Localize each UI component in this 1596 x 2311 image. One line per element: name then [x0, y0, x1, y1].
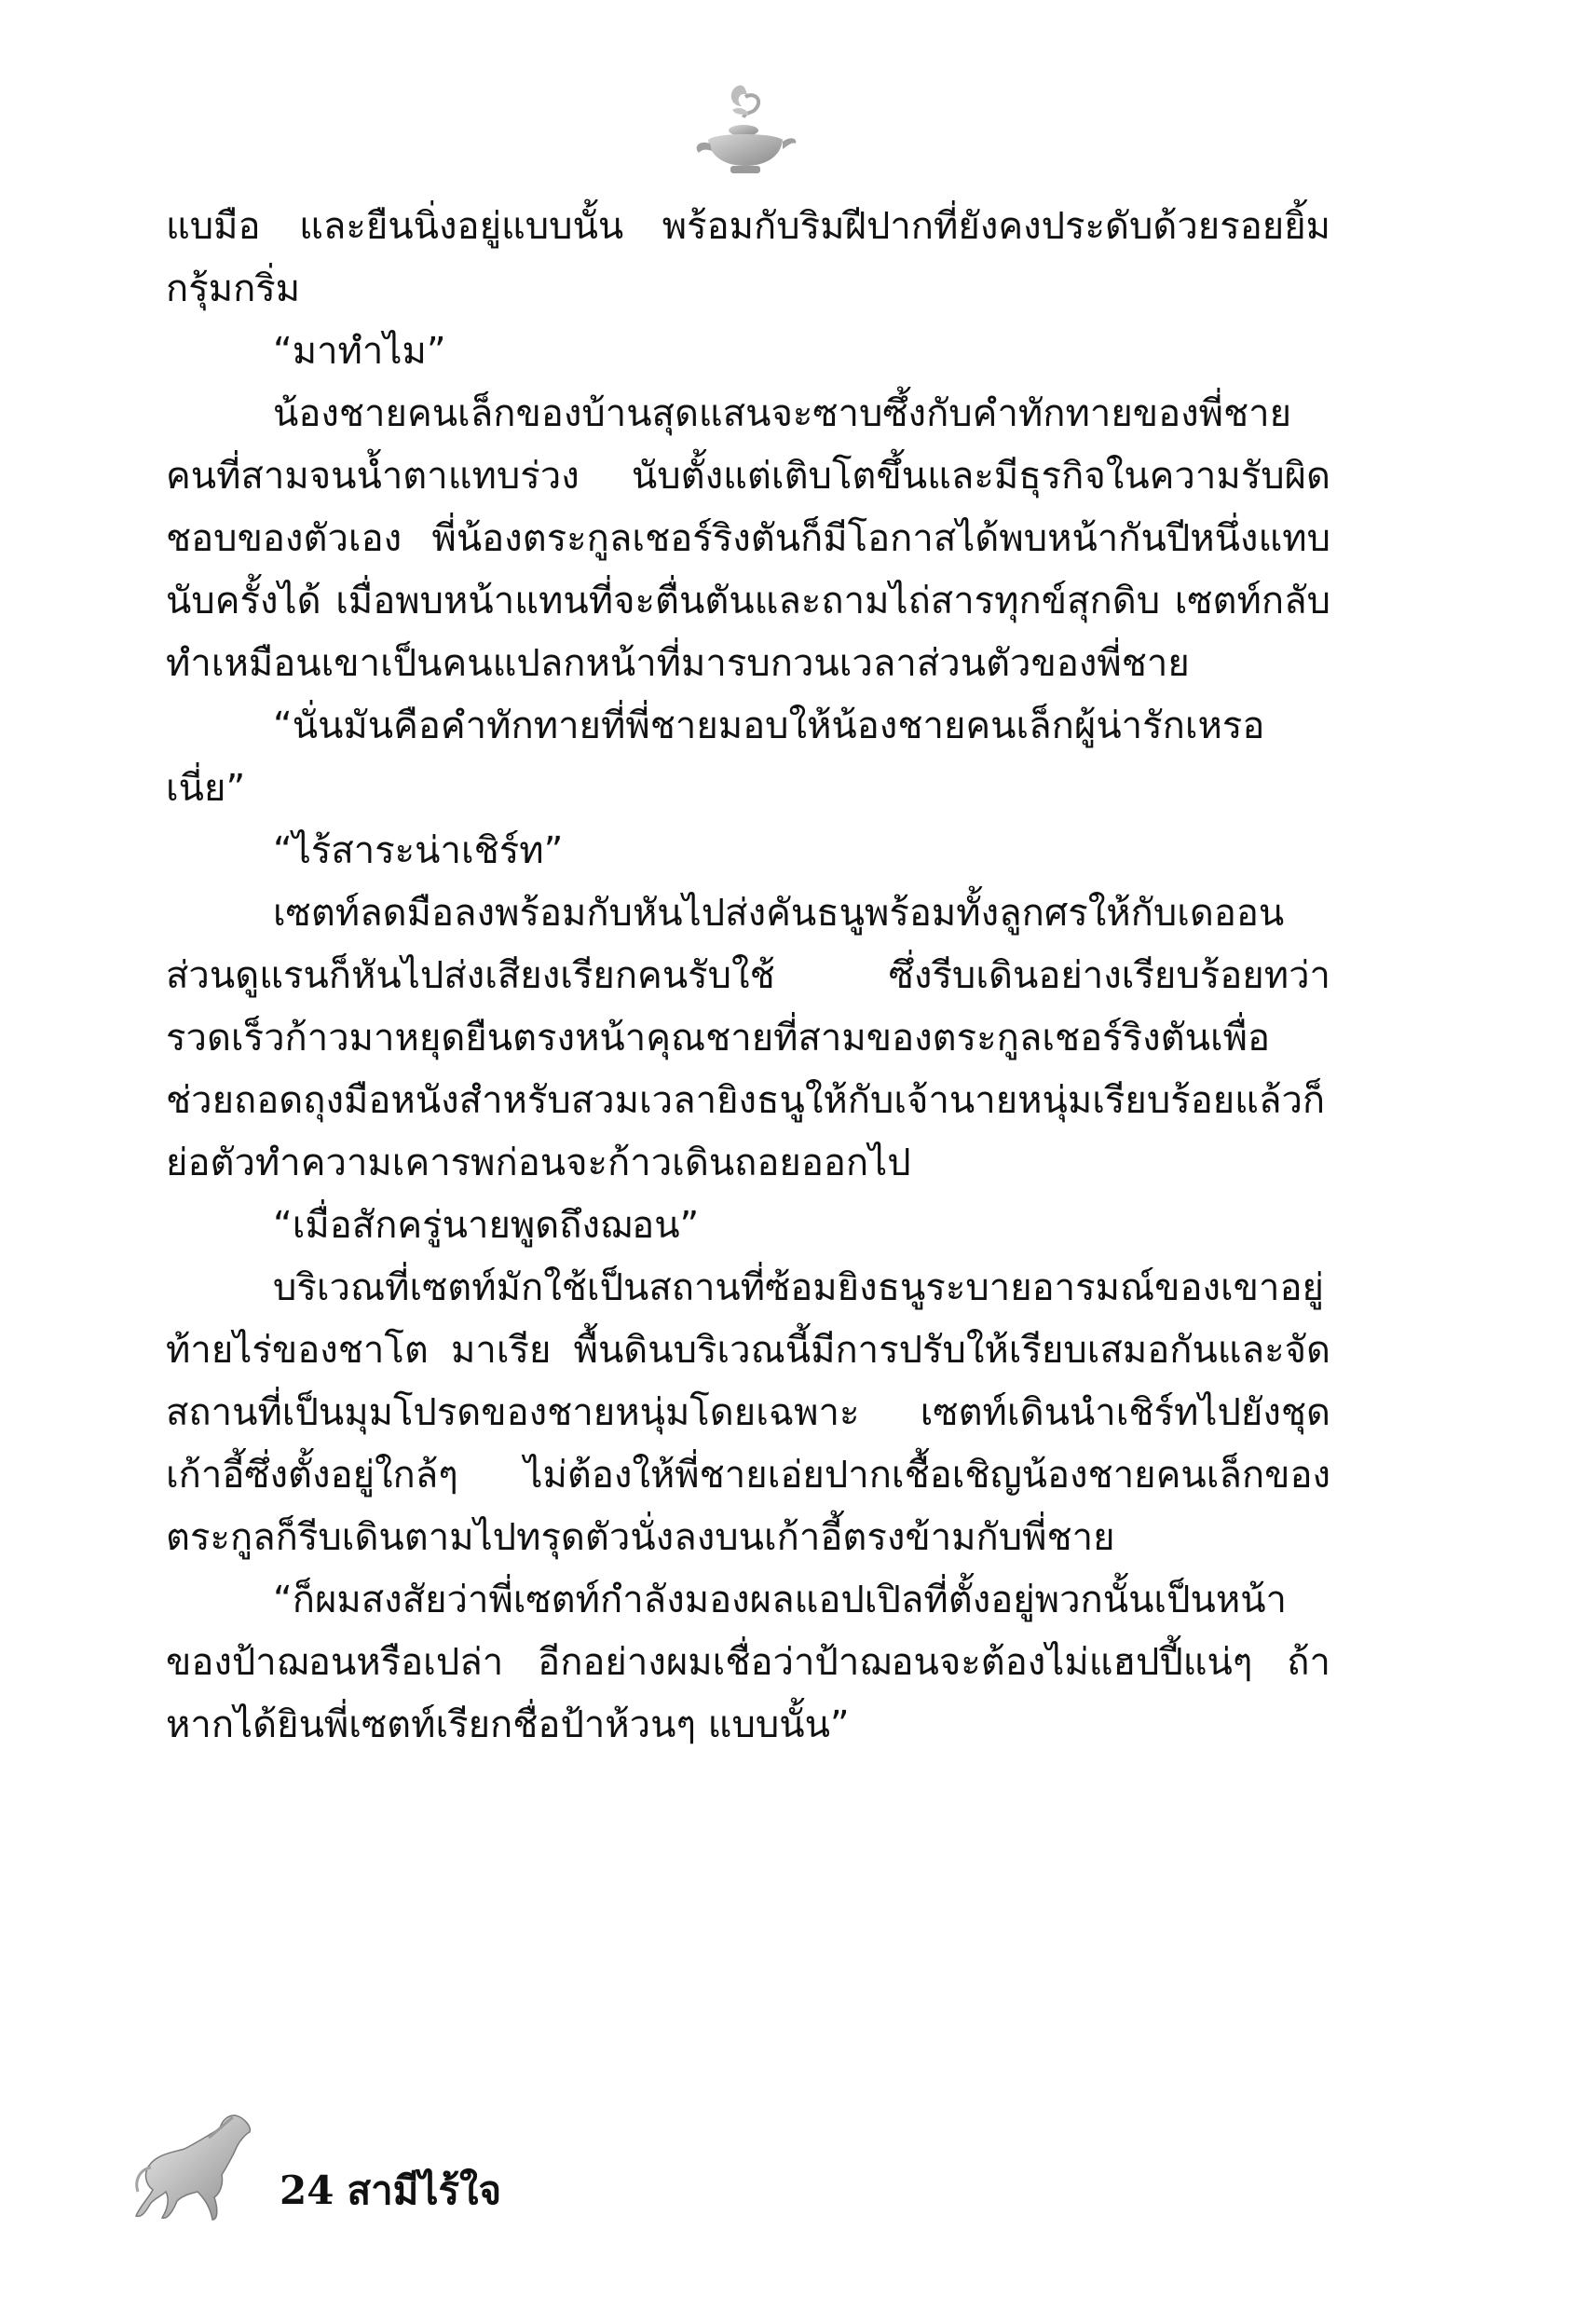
paragraph: “ไร้สาระน่าเชิร์ท”	[273, 829, 564, 872]
paragraph: “ก็ผมสงสัยว่าพี่เซตท์กำลังมองผลแอปเปิลที่ตั้งอยู่พวกนั้นเป็นหน้าของป้าฌอนหรือเปล่า อีกอย่างผมเชื่อว่าป้าฌอนจะต้องไม่แฮปปี้แน่ๆ ถ้าหากได้ยินพี่เซตท์เรียกชื่อป้าห้วนๆ แบบนั้น”	[166, 1579, 1330, 1746]
book-title: สามีไร้ใจ	[347, 2167, 502, 2213]
paragraph: “มาทำไม”	[273, 330, 446, 373]
paragraph: น้องชายคนเล็กของบ้านสุดแสนจะซาบซึ้งกับคำทักทายของพี่ชายคนที่สามจนน้ำตาแทบร่วง นับตั้งแต่เติบโตขึ้นและมีธุรกิจในความรับผิดชอบของตัวเอง พี่น้องตระกูลเชอร์ริงตันก็มีโอกาสได้พบหน้ากันปีหนึ่งแทบนับครั้งได้ เมื่อพบหน้าแทนที่จะตื่นตันและถามไถ่สารทุกข์สุกดิบ เซตท์กลับทำเหมือนเขาเป็นคนแปลกหน้าที่มารบกวนเวลาส่วนตัวของพี่ชาย	[166, 392, 1330, 685]
page-number: 24	[280, 2167, 334, 2213]
paragraph: “เมื่อสักครู่นายพูดถึงฌอน”	[273, 1204, 700, 1247]
paragraph: แบมือ และยืนนิ่งอยู่แบบนั้น พร้อมกับริมฝีปากที่ยังคงประดับด้วยรอยยิ้มกรุ้มกริ่ม	[166, 205, 1330, 310]
page-footer	[130, 2106, 689, 2227]
body-text	[166, 196, 1330, 1757]
footer-text	[280, 2160, 514, 2222]
horse-icon	[130, 2106, 270, 2227]
paragraph: เซตท์ลดมือลงพร้อมกับหันไปส่งคันธนูพร้อมทั้งลูกศรให้กับเดออน ส่วนดูแรนก็หันไปส่งเสียงเรียกคนรับใช้ ซึ่งรีบเดินอย่างเรียบร้อยทว่ารวดเร็วก้าวมาหยุดยืนตรงหน้าคุณชายที่สามของตระกูลเชอร์ริงตันเพื่อช่วยถอดถุงมือหนังสำหรับสวมเวลายิงธนูให้กับเจ้านายหนุ่มเรียบร้อยแล้วก็ย่อตัวทำความเคารพก่อนจะก้าวเดินถอยออกไป	[166, 892, 1330, 1184]
genie-lamp-icon	[689, 78, 801, 181]
paragraph: “นั่นมันคือคำทักทายที่พี่ชายมอบให้น้องชายคนเล็กผู้น่ารักเหรอเนี่ย”	[166, 704, 1265, 810]
paragraph: บริเวณที่เซตท์มักใช้เป็นสถานที่ซ้อมยิงธนูระบายอารมณ์ของเขาอยู่ท้ายไร่ของชาโต มาเรีย พื้นดินบริเวณนี้มีการปรับให้เรียบเสมอกันและจัดสถานที่เป็นมุมโปรดของชายหนุ่มโดยเฉพาะ เซตท์เดินนำเชิร์ทไปยังชุดเก้าอี้ซึ่งตั้งอยู่ใกล้ๆ ไม่ต้องให้พี่ชายเอ่ยปากเชื้อเชิญน้องชายคนเล็กของตระกูลก็รีบเดินตามไปทรุดตัวนั่งลงบนเก้าอี้ตรงข้ามกับพี่ชาย	[166, 1266, 1330, 1559]
